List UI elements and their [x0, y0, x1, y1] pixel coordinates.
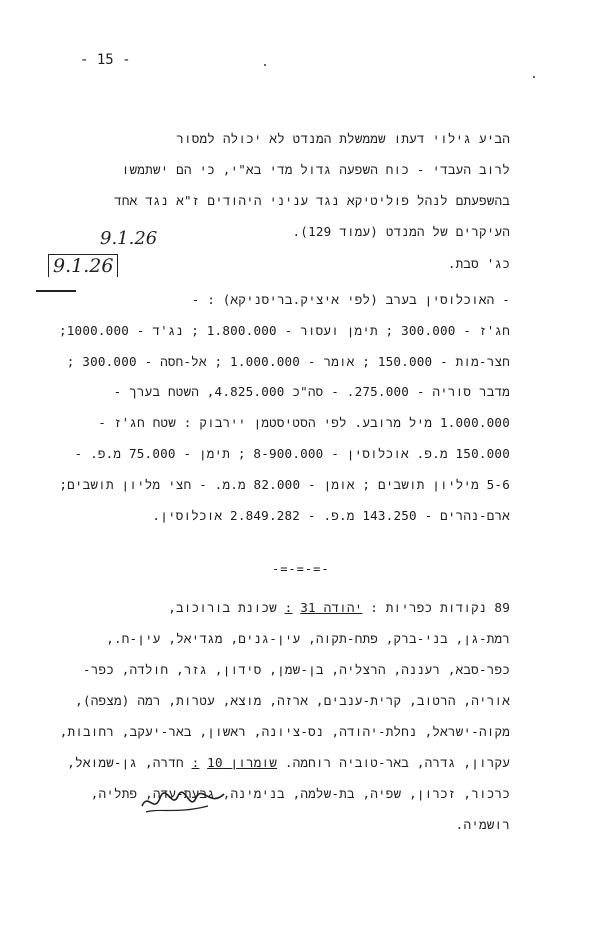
settlements-line: מקוה-ישראל, נחלת-יהודה, נס-ציונה, ראשון, באר-יעקב, רחובות, [59, 724, 510, 739]
settlements-line: רמת-גן, בני-ברק, פתח-תקוה, עין-גנים, מגדיאל, עין-ח., [106, 631, 510, 646]
shomron-start: חדרה, גן-שמואל, [67, 755, 184, 770]
population-line: 1.000.000 מיל מרובע. לפי הסטיסטמן יירבוק : שטח חג'ז - [98, 415, 510, 430]
scan-speck [533, 76, 535, 78]
settlements-intro-end: שכונת בורוכוב, [168, 600, 277, 615]
paragraph-line: לרוב העבדי - כוח השפעה גדול מדי בא"י, כי הם ישתמשו [121, 162, 510, 177]
population-line: - האוכלוסין בערב (לפי איציק.בריסניקא) : - [191, 292, 510, 307]
judea-label: יהודה 31 [300, 600, 363, 615]
settlements-shomron-line [67, 755, 510, 771]
population-line: ארם-נהרים - 143.250 מ.פ. - 2.849.282 אוכלוסין. [152, 508, 510, 523]
section-divider: -=-=-=- [272, 562, 330, 576]
settlements-count: 89 נקודות כפריות : [370, 600, 510, 615]
handwritten-date-note: 9.1.26 [100, 228, 158, 249]
paragraph-line: העיקרים של המנדט (עמוד 129). [292, 224, 510, 239]
population-line: חצר-מות - 150.000 ; אומר - 1.000.000 ; אל-חסה - 300.000 ; [66, 354, 510, 369]
shomron-label: שומרון 10 [207, 755, 278, 770]
section-heading: כג' סבת. [447, 256, 510, 271]
judea-tail: עקרון, גדרה, באר-טוביה רוחמה. [284, 755, 510, 770]
judea-colon: : [284, 600, 293, 615]
settlements-intro-line [168, 600, 510, 616]
scan-speck [264, 64, 266, 66]
handwritten-date-boxed: 9.1.26 [48, 254, 118, 277]
handwritten-scribble [138, 784, 228, 818]
population-line: חג'ז - 300.000 ; תימן ועסור - 1.800.000 ; נג'ד - 1000.000; [58, 323, 510, 338]
settlements-line: אוריה, הרטוב, קרית-ענבים, ארזה, מוצא, עטרות, רמה (מצפה), [75, 693, 510, 708]
paragraph-line: הביע גילוי דעתו שממשלת המנדט לא יכולה למסור [176, 131, 510, 146]
page-number: - 15 - [80, 52, 131, 68]
shomron-colon: : [191, 755, 200, 770]
bracket-mark [36, 290, 76, 292]
settlements-line: כרכור, זכרון, שפיה, בת-שלמה, בנימינה, גבעת-עדה, פתליה, [90, 786, 510, 801]
population-line: 5-6 מיליון תושבים ; אומן - 82.000 מ.מ. - חצי מליון תושבים; [59, 477, 510, 492]
population-line: 150.000 מ.פ. אוכלוסין - 8-900.000 ; תימן - 75.000 מ.פ. - [74, 446, 510, 461]
population-line: מדבר סוריה - 275.000. - סה"כ 4.825.000, השטח בערך - [113, 384, 510, 399]
settlements-line: כפר-סבא, רעננה, הרצליה, בן-שמן, סידון, גזר, חולדה, כפר- [82, 662, 510, 677]
paragraph-line: בהשפעתם לנהל פוליטיקא נגד עניני היהודים ז"א נגד אחד [114, 193, 510, 208]
settlements-line: רושמיה. [455, 817, 510, 832]
